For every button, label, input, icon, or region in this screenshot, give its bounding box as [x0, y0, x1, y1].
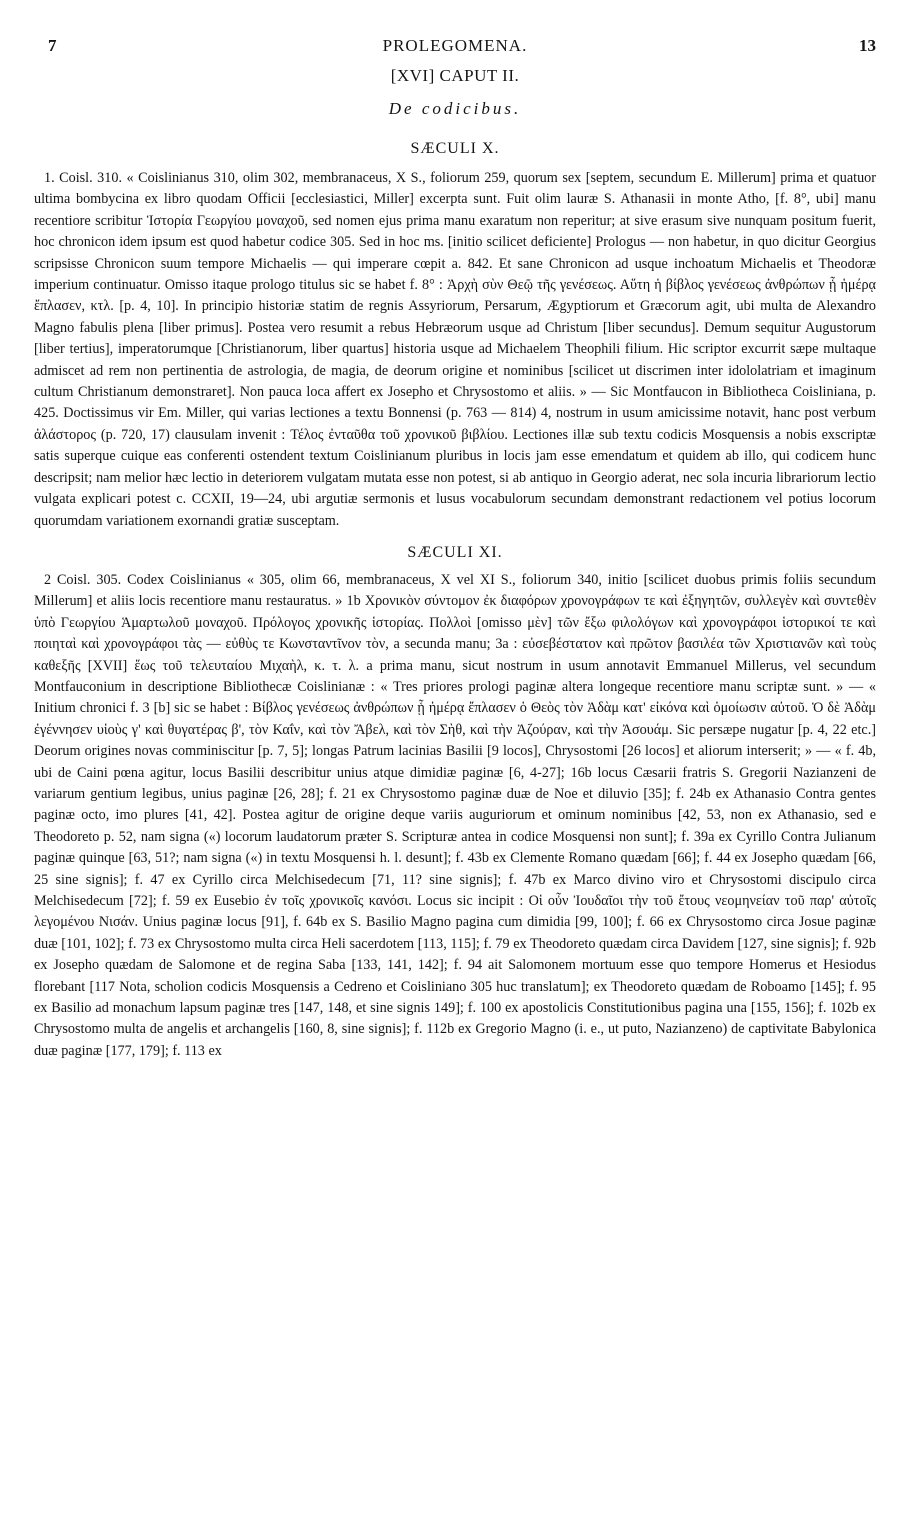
running-head [34, 26, 876, 56]
chapter-heading: [XVI] CAPUT II. [390, 66, 520, 85]
running-title: PROLEGOMENA. [382, 36, 528, 55]
entry-coisl-310: 1. Coisl. 310. « Coislinianus 310, olim 302, membranaceus, X S., foliorum 259, quorum sex [septem, secundum E. Millerum] prima et quatuor ultima bombycina ex libro quodam Officii [ecclesiastici, Miller] excerpta sunt. Fuit olim lauræ S. Athanasii in monte Atho, [f. 8°, ubi] manu recentiore scribitur Ἱστορία Γεωργίου μοναχοῦ, sed nomen ejus prima manu exaratum non reperitur; at sive erasum sive nunquam positum fuerit, hoc chronicon idem ipsum est quod habetur codice 305. Sed in hoc ms. [initio scilicet deficiente] Prologus — non habetur, in quo dicitur Georgius scripsisse Chronicon suum tempore Michaelis — qui imperare cœpit a. 842. Et sane Chronicon ad usque inchoatum Michaelis et Theodoræ imperium continuatur. Omisso itaque prologo titulus sic se habet f. 8° : Ἀρχὴ σὺν Θεῷ τῆς γενέσεως. Αὕτη ἡ βίβλος γενέσεως ἀνθρώπων ᾗ ἡμέρᾳ ἔπλασεν, κτλ. [p. 4, 10]. In principio historiæ statim de regnis Assyriorum, Persarum, Ægyptiorum et Græcorum agit, ubi multa de Alexandro Magno fabulis plena [liber primus]. Postea vero resumit a rebus Hebræorum usque ad Christum [liber secundus]. Demum sequitur Augustorum [liber tertius], imperatorumque [Christianorum, liber quartus] historia usque ad Michaelem Theophili filium. Hic scriptor excurrit sæpe multaque admiscet ad rem non pertinentia de astrologia, de magia, de deorum origine et nominibus [scilicet ut discrimen inter idololatriam et imaginum cultum Christianum demonstraret]. Non pauca loca affert ex Josepho et Chrysostomo et aliis. » — Sic Montfaucon in Bibliotheca Coisliniana, p. 425. Doctissimus vir Em. Miller, qui varias lectiones a textu Bonnensi (p. 763 — 814) 4, nostrum in usum amicissime notavit, hanc post verbum ἀλάστορος (p. 720, 17) clausulam invenit : Τέλος ἐνταῦθα τοῦ χρονικοῦ βιβλίου. Lectiones illæ sub textu codicis Mosquensis a nobis exscriptæ satis superque cuique eas conferenti ostendent textum Coislinianum pluribus in locis jam esse emendatum et quidem ab illo, qui codicem hunc descripsit; nam melior hæc lectio in deteriorem vulgatam mutata esse non potest, si ab antiquo in Georgio aderat, nec sola incuria librariorum lectio vulgata explicari potest c. CCXII, 19—24, ubi argutiæ sermonis et lusus vocabulorum secundam demonstrant redactionem vel potius locorum quorumdam variationem exornandi gratiæ susceptam. [34, 170, 876, 529]
section-heading-saeculi-x: SÆCULI X. [410, 140, 500, 157]
chapter-subtitle: De codicibus. [388, 99, 522, 118]
section-heading-saeculi-xi: SÆCULI XI. [407, 543, 503, 561]
page-number: 13 [859, 36, 876, 55]
left-marker: 7 [48, 36, 57, 55]
entry-coisl-305: 2 Coisl. 305. Codex Coislinianus « 305, olim 66, membranaceus, X vel XI S., foliorum 340, initio [scilicet duobus primis foliis secundum Millerum] et aliis locis recentiore manu restauratus. » 1b Χρονικὸν σύντομον ἐκ διαφόρων χρονογράφων τε καὶ ἐξηγητῶν, συλλεγὲν καὶ συντεθὲν ὑπὸ Γεωργίου Ἁμαρτωλοῦ μοναχοῦ. Πρόλογος χρονικῆς ἱστορίας. Πολλοὶ [omisso μὲν] τῶν ἔξω φιλολόγων καὶ χρονογράφοι ἱστορικοί τε καὶ ποιηταὶ καὶ χρονογράφοι τὰς — εὐθὺς τε Κωνσταντῖνον τὸν, a secunda manu; 3a : εὐσεβέστατον καὶ πρῶτον βασιλέα τῶν Χριστιανῶν καὶ τοὺς καθεξῆς [XVII] ἕως τοῦ τελευταίου Μιχαὴλ, κ. τ. λ. a prima manu, sicut nostrum in usum annotavit Emmanuel Millerus, vel secundum Montfauconium in descriptione Bibliothecæ Coislinianæ : « Tres priores prologi paginæ altera longeque recentiore manu scriptæ sunt. » — « Initium chronici f. 3 [b] sic se habet : Βίβλος γενέσεως ἀνθρώπων ᾗ ἡμέρᾳ ἔπλασεν ὁ Θεὸς τὸν Ἀδὰμ κατ' εἰκόνα καὶ ὁμοίωσιν αὐτοῦ. Ὁ δὲ Ἀδὰμ ἐγέννησεν υἱοὺς γ' καὶ θυγατέρας β', τὸν Καΐν, καὶ τὸν Ἄβελ, καὶ τὸν Σὴθ, καὶ τὴν Ἀζούραν, καὶ τὴν Ἀσουάμ. Sic persæpe nugatur [p. 4, 22 etc.] Deorum origines novas comminiscitur [p. 7, 5]; longas Patrum lacinias Basilii [9 locos], Chrysostomi [26 locos] et aliorum interserit; » — « f. 4b, ubi de Caini pœna agitur, locus Basilii describitur unius atque dimidiæ paginæ [6, 4-27]; 16b locus Cæsarii fratris S. Gregorii Nazianzeni de variarum gentium legibus, unius paginæ [26, 28]; f. 21 ex Chrysostomo paginæ duæ de Noe et diluvio [35]; f. 24b ex Athanasio Contra gentes paginæ octo, imo plures [41, 42]. Postea agitur de origine deque variis auguriorum et ominum nominibus [42, 53, non ex Athanasio, sed e Theodoreto p. 52, nam signa («) locorum laudatorum præter S. Scripturæ antea in codice Mosquensi non sunt]; f. 39a ex Cyrillo Contra Julianum paginæ quinque [63, 51?; nam signa («) in textu Mosquensi h. l. desunt]; f. 43b ex Clemente Romano quædam [66]; f. 44 ex Josepho quædam [66, 25 sine signis]; f. 47 ex Cyrillo circa Melchisedecum [71, 11? sine signis]; f. 47b ex Marco divino viro et Chrysostomi discipulo circa Melchisedecum [72]; f. 59 ex Eusebio ἐν τοῖς χρονικοῖς κανόσι. Locus sic incipit : Οἱ οὖν Ἰουδαῖοι τὴν τοῦ ἔτους νεομηνείαν τοῦ παρ' αὐτοῖς λεγομένου Νισάν. Unius paginæ locus [91], f. 64b ex S. Basilio Magno pagina cum dimidia [99, 100]; f. 66 ex Chrysostomo circa Josue paginæ duæ [101, 102]; f. 73 ex Chrysostomo multa circa Heli sacerdotem [113, 115]; f. 79 ex Theodoreto quædam circa Davidem [127, sine signis]; f. 92b ex Josepho quædam de Salomone et de regina Saba [133, 141, 142]; f. 94 ait Salomonem mortuum esse quo tempore Homerus et Hesiodus florebant [117 Nota, scholion codicis Mosquensis a Cedreno et Coisliniano 305 huc translatum]; ex Theodoreto quædam de Roboamo [145]; f. 95 ex Basilio ad monachum lapsum paginæ tres [147, 148, et sine signis 149]; f. 100 ex apostolicis Constitutionibus pagina una [155, 156]; f. 102b ex Chrysostomo multa de angelis et archangelis [160, 8, sine signis]; f. 112b ex Gregorio Magno (i. e., ut puto, Nazianzeno) de captivitate Babylonica duæ paginæ [177, 179]; f. 113 ex [34, 571, 876, 1059]
